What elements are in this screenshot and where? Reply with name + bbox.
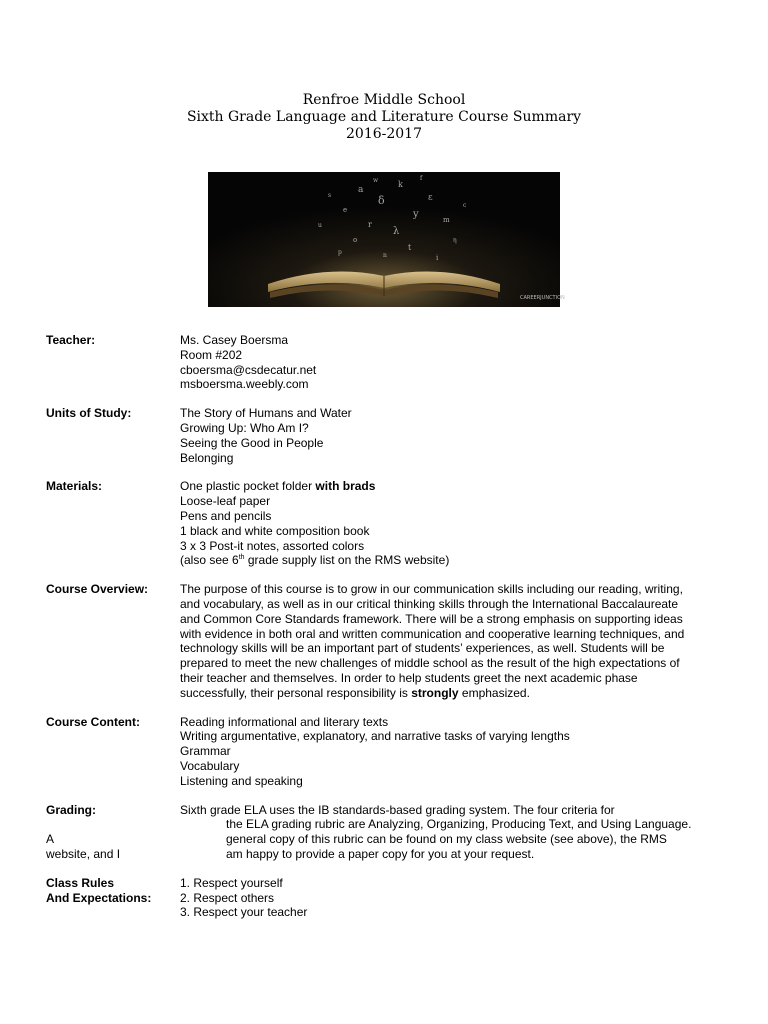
material-item: Loose-leaf paper (180, 494, 271, 509)
supply-list-note: (also see 6th grade supply list on the RMS website) (180, 553, 450, 568)
svg-text:i: i (436, 254, 439, 262)
content-item: Vocabulary (180, 758, 240, 773)
watermark-logo: CAREERJUNCTION (520, 295, 565, 301)
grading-line: am happy to provide a paper copy for you at your request. (226, 846, 535, 861)
course-title: Sixth Grade Language and Literature Course Summary (186, 109, 582, 125)
grading-label: Grading: (46, 802, 96, 817)
svg-text:s: s (328, 192, 332, 199)
unit-item: Seeing the Good in People (180, 435, 324, 450)
overview-line: with evidence in both oral and written communication and cooperative learning techniques, and (180, 626, 685, 641)
rules-section (46, 876, 746, 920)
svg-text:a: a (358, 185, 364, 195)
svg-text:y: y (413, 209, 419, 220)
overview-line: successfully, their personal responsibility is strongly emphasized. (180, 685, 530, 700)
material-item: 1 black and white composition book (180, 523, 370, 538)
overview-line: technology skills will be an important part of students’ experiences, as well. Students will be (180, 641, 665, 656)
content-item: Listening and speaking (180, 773, 303, 788)
rules-label: Class Rules (46, 875, 115, 890)
svg-text:r: r (368, 220, 372, 229)
teacher-section (46, 333, 746, 392)
content-item: Grammar (180, 744, 231, 759)
grading-line: the ELA grading rubric are Analyzing, Organizing, Producing Text, and Using Language. (226, 817, 692, 832)
svg-text:λ: λ (393, 226, 400, 237)
teacher-room: Room #202 (180, 347, 243, 362)
unit-item: Growing Up: Who Am I? (180, 420, 309, 435)
units-label: Units of Study: (46, 406, 132, 421)
grading-line: Sixth grade ELA uses the IB standards-based grading system. The four criteria for (180, 802, 615, 817)
rules-label: And Expectations: (46, 890, 152, 905)
open-book-icon (208, 172, 565, 307)
svg-text:k: k (398, 180, 403, 189)
teacher-label: Teacher: (46, 333, 96, 347)
material-item: Pens and pencils (180, 508, 272, 523)
teacher-name: Ms. Casey Boersma (180, 333, 289, 347)
svg-text:p: p (338, 249, 342, 256)
rule-item: 2. Respect others (180, 890, 275, 905)
svg-text:δ: δ (378, 194, 385, 207)
teacher-email[interactable]: cboersma@csdecatur.net (180, 362, 317, 377)
overview-line: their teacher and themselves. In order to help students greet the next academic phase (180, 670, 638, 685)
svg-text:n: n (383, 252, 387, 259)
document-title (0, 92, 768, 143)
svg-text:f: f (420, 175, 423, 182)
content-item: Reading informational and literary texts (180, 714, 389, 729)
rule-item: 1. Respect yourself (180, 875, 283, 890)
content-item: Writing argumentative, explanatory, and narrative tasks of varying lengths (180, 729, 570, 744)
unit-item: Belonging (180, 450, 234, 465)
svg-text:u: u (318, 222, 322, 229)
svg-text:m: m (443, 216, 450, 224)
book-image (208, 172, 565, 307)
overview-label: Course Overview: (46, 582, 149, 597)
overview-line: The purpose of this course is to grow in our communication skills including our reading, writing, (180, 582, 683, 597)
overview-line: prepared to meet the new challenges of middle school as the result of the high expectations of (180, 656, 680, 671)
svg-text:w: w (373, 177, 379, 184)
overview-line: and Common Core Standards framework. There will be a strong emphasis on supporting ideas (180, 611, 683, 626)
unit-item: The Story of Humans and Water (180, 406, 352, 421)
grading-fragment: A (46, 832, 55, 847)
material-item: 3 x 3 Post-it notes, assorted colors (180, 538, 365, 553)
svg-text:ε: ε (428, 193, 433, 203)
units-section (46, 406, 746, 465)
content-label: Course Content: (46, 714, 140, 729)
svg-text:η: η (453, 237, 457, 244)
material-folder: One plastic pocket folder with brads (180, 479, 376, 494)
materials-label: Materials: (46, 479, 103, 494)
rule-item: 3. Respect your teacher (180, 905, 308, 920)
content-section (46, 715, 746, 789)
overview-line: and vocabulary, as well as in our critical thinking skills through the International Baccalaureate (180, 596, 679, 611)
school-name: Renfroe Middle School (302, 92, 466, 108)
course-details (46, 333, 746, 920)
grading-section (46, 803, 746, 862)
svg-text:t: t (408, 243, 412, 252)
svg-text:c: c (463, 202, 467, 209)
school-year: 2016-2017 (346, 126, 422, 142)
svg-text:e: e (343, 206, 348, 214)
overview-section (46, 582, 746, 700)
grading-line: general copy of this rubric can be found on my class website (see above), the RMS (226, 832, 667, 847)
teacher-website[interactable]: msboersma.weebly.com (180, 377, 309, 392)
svg-text:o: o (353, 236, 358, 244)
materials-section (46, 479, 746, 568)
grading-fragment: website, and I (46, 846, 121, 861)
